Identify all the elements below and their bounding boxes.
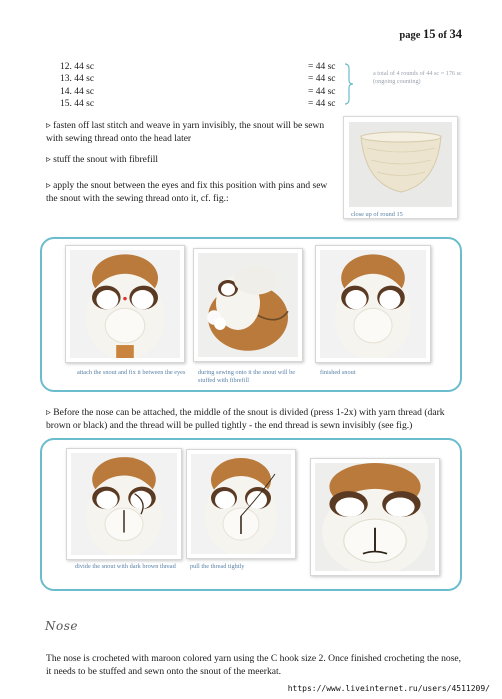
round-row: 14. 44 sc = 44 sc xyxy=(60,86,336,97)
finished-snout-image xyxy=(320,250,426,358)
divide-snout-image xyxy=(71,453,177,555)
round-total-note: a total of 4 rounds of 44 sc = 176 sc (ongoing counting) xyxy=(373,70,462,85)
divide-snout-photo xyxy=(66,448,182,560)
attach-snout-photo xyxy=(65,245,185,363)
attach-snout-caption: attach the snout and fix it between the eyes xyxy=(77,369,186,376)
snout-closeup-image xyxy=(349,122,452,207)
round-15-photo xyxy=(343,116,458,219)
divide-snout-caption: divide the snout with dark brown thread xyxy=(75,563,176,570)
round-row: 13. 44 sc = 44 sc xyxy=(60,74,336,85)
divided-snout-closeup-image xyxy=(315,463,435,571)
nose-section-heading: Nose xyxy=(45,619,78,633)
footer-url[interactable]: https://www.liveinternet.ru/users/4511209/ xyxy=(287,684,490,693)
sewing-snout-image xyxy=(198,253,298,357)
page-number: page 15 of 34 xyxy=(399,27,462,41)
round-row: 12. 44 sc = 44 sc xyxy=(60,62,336,72)
instruction-fasten-off: ▹ fasten off last stitch and weave in yarn invisibly, the snout will be sewn with sewing thread onto the head later xyxy=(46,121,325,144)
finished-snout-photo xyxy=(315,245,431,363)
sewing-snout-photo xyxy=(193,248,303,362)
instruction-stuff: ▹ stuff the snout with fibrefill xyxy=(46,155,158,165)
finished-snout-caption: finished snout xyxy=(320,369,356,376)
instruction-apply: ▹ apply the snout between the eyes and fix this position with pins and sew the snout with the sewing thread onto it, cf. fig.: xyxy=(46,181,328,204)
sewing-snout-caption: during sewing onto it the snout will be stuffed with fibrefill xyxy=(198,369,296,384)
divided-snout-closeup-photo xyxy=(310,458,440,576)
round-row: 15. 44 sc = 44 sc xyxy=(60,98,336,109)
round-15-caption: close up of round 15 xyxy=(351,211,403,218)
nose-divide-paragraph: ▹ Before the nose can be attached, the middle of the snout is divided (press 1-2x) with yarn thread (dark brown or black) and the thread will be pulled tightly - the end thread is sewn invisibly (see fig.) xyxy=(46,407,445,431)
attach-snout-image xyxy=(70,250,180,358)
pull-thread-image xyxy=(191,454,291,554)
rounds-bracket xyxy=(344,63,354,105)
pull-thread-photo xyxy=(186,449,296,559)
rounds-list xyxy=(60,61,360,110)
pull-thread-caption: pull the thread tightly xyxy=(190,563,245,570)
nose-paragraph: The nose is crocheted with maroon colored yarn using the C hook size 2. Once finished crocheting the nose, it needs to be stuffed and sewn onto the snout of the meerkat. xyxy=(46,653,462,677)
